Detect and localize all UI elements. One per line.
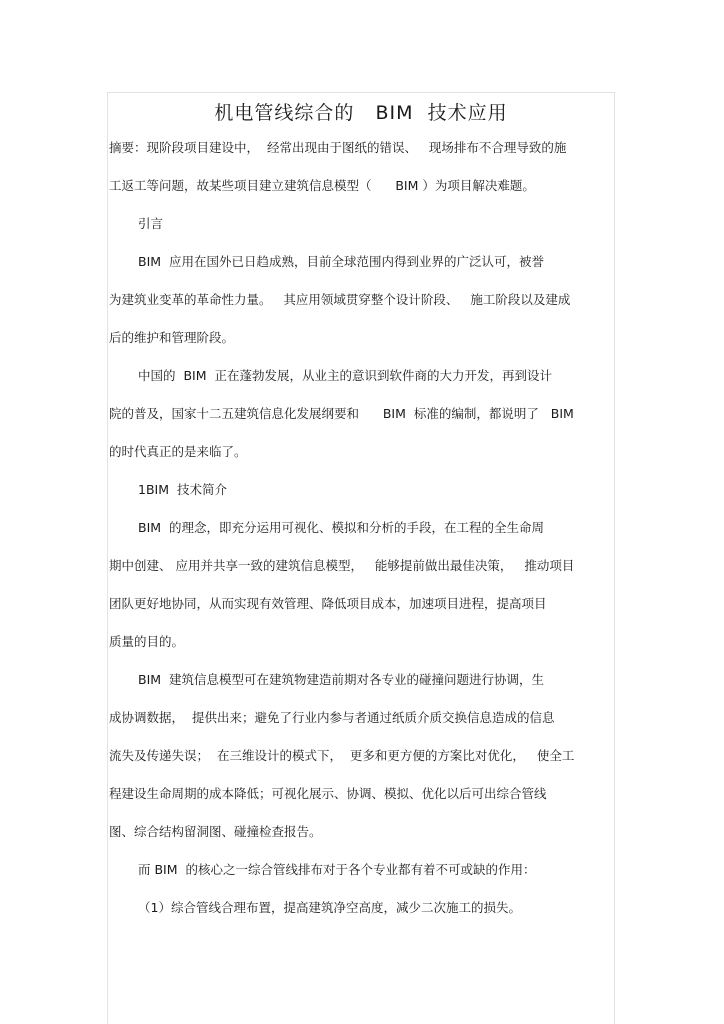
paragraph-line: 图、综合结构留洞图、碰撞检查报告。 <box>109 824 322 839</box>
paragraph-line: BIM 的理念，即充分运用可视化、模拟和分析的手段，在工程的全生命周 <box>138 520 544 535</box>
paragraph-line: 程建设生命周期的成本降低；可视化展示、协调、模拟、优化以后可出综合管线 <box>109 786 547 801</box>
paragraph-line: 成协调数据， 提供出来；避免了行业内参与者通过纸质介质交换信息造成的信息 <box>109 710 555 725</box>
paragraph-line: 期中创建、 应用并共享一致的建筑信息模型， 能够提前做出最佳决策， 推动项目 <box>109 558 575 573</box>
paragraph-line: BIM 应用在国外已日趋成熟，目前全球范围内得到业界的广泛认可，被誉 <box>138 254 544 269</box>
paragraph-line: 质量的目的。 <box>109 634 185 649</box>
paragraph-line: 而 BIM 的核心之一综合管线排布对于各个专业都有着不可或缺的作用： <box>138 862 536 877</box>
document-title: 机电管线综合的 BIM 技术应用 <box>214 102 508 124</box>
paragraph-line: 流失及传递失误； 在三维设计的模式下， 更多和更方便的方案比对优化， 使全工 <box>109 748 575 763</box>
list-item: （1）综合管线合理布置，提高建筑净空高度，减少二次施工的损失。 <box>138 900 521 915</box>
paragraph-line: 的时代真正的是来临了。 <box>109 444 247 459</box>
paragraph-line: 中国的 BIM 正在蓬勃发展，从业主的意识到软件商的大力开发，再到设计 <box>138 368 552 383</box>
abstract-line-1: 摘要：现阶段项目建设中， 经常出现由于图纸的错误、 现场排布不合理导致的施 <box>109 140 567 155</box>
paragraph-line: 院的普及，国家十二五建筑信息化发展纲要和 BIM 标准的编制，都说明了 BIM <box>109 406 574 421</box>
paragraph-line: 团队更好地协同，从而实现有效管理、降低项目成本，加速项目进程，提高项目 <box>109 596 547 611</box>
section-heading-bim: 1BIM 技术简介 <box>138 482 227 497</box>
paragraph-line: 后的维护和管理阶段。 <box>109 330 235 345</box>
abstract-line-2: 工返工等问题，故某些项目建立建筑信息模型（ BIM ）为项目解决难题。 <box>109 178 535 193</box>
paragraph-line: BIM 建筑信息模型可在建筑物建造前期对各专业的碰撞问题进行协调，生 <box>138 672 544 687</box>
paragraph-line: 为建筑业变革的革命性力量。 其应用领域贯穿整个设计阶段、 施工阶段以及建成 <box>109 292 571 307</box>
section-heading-intro: 引言 <box>138 216 164 231</box>
